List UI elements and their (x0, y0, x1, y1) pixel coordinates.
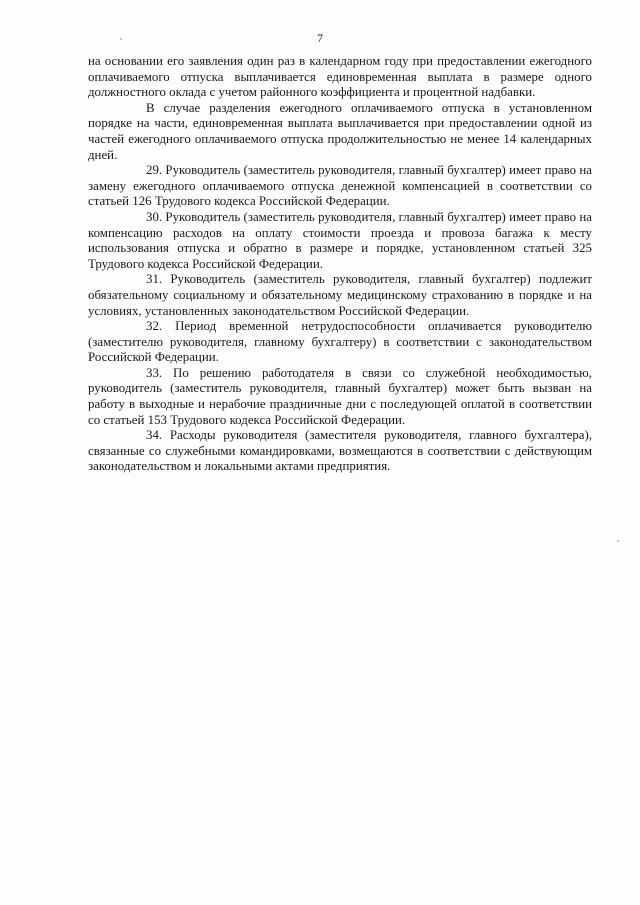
paragraph-34: 34. Расходы руководителя (заместителя руководителя, главного бухгалтера), связанные со служебными командировками, возмещаются в соответствии с действующим законодательством и локальными актами предприятия. (88, 428, 592, 474)
paragraph-split-leave: В случае разделения ежегодного оплачиваемого отпуска в установленном порядке на части, единовременная выплата выплачивается при предоставлении одной из частей ежегодного оплачиваемого отпуска продолжительностью не менее 14 календарных дней. (88, 100, 592, 162)
paragraph-33: 33. По решению работодателя в связи со служебной необходимостью, руководитель (заместитель руководителя, главный бухгалтер) может быть вызван на работу в выходные и нерабочие праздничные дни с последующей оплатой в соответствии со статьей 153 Трудового кодекса Российской Федерации. (88, 365, 592, 427)
paragraph-30: 30. Руководитель (заместитель руководителя, главный бухгалтер) имеет право на компенсацию расходов на оплату стоимости проезда и провоза багажа к месту использования отпуска и обратно в размере и порядке, установленном статьей 325 Трудового кодекса Российской Федерации. (88, 209, 592, 271)
paragraph-continuation: на основании его заявления один раз в календарном году при предоставлении ежегодного оплачиваемого отпуска выплачивается единовременная выплата в размере одного должностного оклада с учетом районного коэффициента и процентной надбавки. (88, 54, 592, 100)
scan-speck (120, 38, 122, 40)
paragraph-31: 31. Руководитель (заместитель руководителя, главный бухгалтер) подлежит обязательному социальному и обязательному медицинскому страхованию в порядке и на условиях, установленных законодательством Российской Федерации. (88, 272, 592, 318)
page-number: 7 (317, 31, 323, 45)
scan-speck (617, 540, 619, 542)
paragraph-32: 32. Период временной нетрудоспособности оплачивается руководителю (заместителю руководителя, главному бухгалтеру) в соответствии с законодательством Российской Федерации. (88, 319, 592, 365)
document-body (88, 54, 592, 475)
paragraph-29: 29. Руководитель (заместитель руководителя, главный бухгалтер) имеет право на замену ежегодного оплачиваемого отпуска денежной компенсацией в соответствии со статьей 126 Трудового кодекса Российской Федерации. (88, 163, 592, 209)
